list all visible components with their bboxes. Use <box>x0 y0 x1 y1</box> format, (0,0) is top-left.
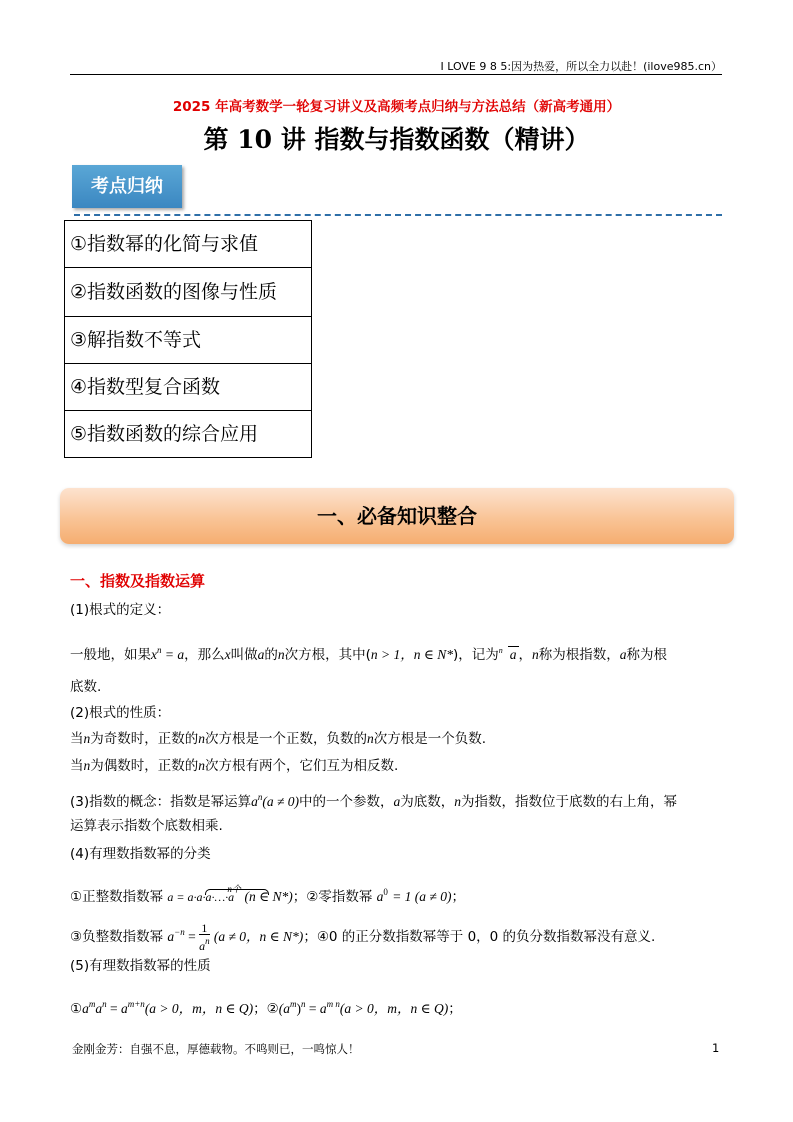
math: 0 <box>383 887 388 897</box>
text: 次方根是一个正数，负数的 <box>205 731 367 747</box>
text: 为偶数时，正数的 <box>90 758 199 774</box>
math: (a > 0，m，n ∈ Q) <box>144 1001 254 1016</box>
text: ② <box>266 1001 279 1017</box>
text: ，那么 <box>184 647 225 663</box>
kaodian-item: ②指数函数的图像与性质 <box>65 268 312 317</box>
math: n <box>367 731 374 746</box>
math: n <box>83 758 91 773</box>
text: ， <box>518 647 533 663</box>
math: −n <box>174 927 185 937</box>
denominator <box>199 935 210 952</box>
p1-line <box>70 640 667 665</box>
math: a <box>199 939 206 953</box>
kaodian-item: ①指数幂的化简与求值 <box>65 221 312 268</box>
text: 次方根，其中( <box>284 647 371 663</box>
text: ①正整数指数幂 <box>70 889 164 905</box>
series-title: 2025 年高考数学一轮复习讲义及高频考点归纳与方法总结（新高考通用） <box>172 99 621 115</box>
p3-tail: 运算表示指数个底数相乘. <box>70 818 223 834</box>
numerator: 1 <box>199 922 210 935</box>
text: 中的一个参数， <box>299 794 394 810</box>
text: 称为根 <box>626 647 668 663</box>
math: a <box>257 647 265 662</box>
section-banner: 一、必备知识整合 <box>60 488 734 544</box>
math: a = a·a·a·…·a <box>167 890 235 904</box>
brace-label: n个 <box>227 884 241 894</box>
math: (a ≠ 0，n ∈ N*) <box>213 929 304 944</box>
math: (n ∈ N*) <box>244 889 293 904</box>
p1-tail: 底数. <box>70 679 102 695</box>
math: (a > 0，m，n ∈ Q) <box>339 1001 449 1016</box>
math: n <box>532 647 539 662</box>
text: )，记为 <box>453 647 499 663</box>
math: a <box>393 794 401 809</box>
kaodian-tag: 考点归纳 <box>72 165 182 208</box>
section-heading: 一、指数及指数运算 <box>70 572 206 590</box>
math: n <box>205 936 210 946</box>
math: n <box>157 645 162 655</box>
math: a <box>82 1001 89 1016</box>
p4-heading: (4)有理数指数幂的分类 <box>70 846 211 862</box>
math: n <box>454 794 462 809</box>
kaodian-table <box>64 220 312 458</box>
nth-root <box>499 645 519 665</box>
p2-heading: (2)根式的性质： <box>70 705 171 721</box>
p2-line1 <box>70 729 486 749</box>
page-number: 1 <box>712 1041 720 1055</box>
math: n <box>198 731 205 746</box>
text: 当 <box>70 731 84 747</box>
text: 的 <box>264 647 278 663</box>
p2-line2 <box>70 756 398 776</box>
math: = 1 (a ≠ 0) <box>392 889 452 904</box>
text: 一般地，如果 <box>70 647 151 663</box>
p4-line2: ③负整数指数幂 $a^{-n}$ = $\frac{1}{a^n}$ (a ≠ 0，n ∈ N*)；④0 的正分数指数幂等于 0，0 的负分数指数幂没有意义. <box>70 921 656 953</box>
text: ②零指数幂 <box>306 889 373 905</box>
math: n <box>198 758 205 773</box>
header-rule <box>70 74 722 75</box>
power-formula <box>167 884 241 907</box>
text: 次方根有两个，它们互为相反数. <box>205 758 399 774</box>
math: a <box>167 929 175 944</box>
math: a <box>376 889 384 904</box>
kaodian-item: ⑤指数函数的综合应用 <box>65 411 312 458</box>
kaodian-item: ④指数型复合函数 <box>65 364 312 411</box>
text: 为奇数时，正数的 <box>90 731 199 747</box>
root-index: n <box>498 646 503 655</box>
p4-line1 <box>70 882 465 907</box>
text: 称为根指数， <box>538 647 620 663</box>
math: a <box>619 647 627 662</box>
math: n <box>257 792 263 802</box>
text: ① <box>70 1001 83 1017</box>
math: x <box>224 647 231 662</box>
math: (a <box>278 1001 291 1016</box>
p3-line <box>70 787 677 812</box>
text: ④0 的正分数指数幂等于 0，0 的负分数指数幂没有意义. <box>316 929 656 945</box>
math: n <box>83 731 91 746</box>
text: 次方根是一个负数. <box>373 731 487 747</box>
math: n > 1，n ∈ N* <box>370 647 454 662</box>
text: (3)指数的概念：指数是幂运算 <box>70 794 252 810</box>
text: ③负整数指数幂 <box>70 929 164 945</box>
fraction <box>199 922 210 952</box>
math: a <box>251 794 258 809</box>
p5-heading: (5)有理数指数幂的性质 <box>70 958 211 974</box>
text: ； <box>292 889 307 905</box>
text: ； <box>253 1001 267 1017</box>
text: ； <box>303 929 317 945</box>
p5-line: $①a^ma^n = a^{m+n}(a > 0$，m，n ∈ Q)；$②(a^m)^n = a^{m n}(a > 0$，m，n ∈ Q)； <box>70 999 462 1017</box>
header-note: I LOVE 9 8 5:因为热爱，所以全力以赴！(ilove985.cn） <box>440 60 722 73</box>
math: x <box>151 647 157 662</box>
page-title: 第 10 讲 指数与指数函数（精讲） <box>203 125 590 154</box>
math: (a ≠ 0) <box>262 794 300 809</box>
text: 为底数， <box>400 794 455 810</box>
kaodian-divider <box>74 214 722 216</box>
text: 为指数，指数位于底数的右上角，幂 <box>461 794 678 810</box>
text: 叫做 <box>230 647 258 663</box>
text: ； <box>451 889 465 905</box>
kaodian-item: ③解指数不等式 <box>65 317 312 364</box>
text: 当 <box>70 758 84 774</box>
p1-heading: (1)根式的定义： <box>70 602 171 618</box>
footer-motto: 金刚金芳：自强不息，厚德载物。不鸣则已，一鸣惊人！ <box>72 1042 360 1056</box>
radicand: a <box>509 647 517 662</box>
math: = a <box>161 647 185 662</box>
overbrace <box>205 889 269 895</box>
text: ； <box>448 1001 462 1017</box>
math: n <box>277 647 285 662</box>
